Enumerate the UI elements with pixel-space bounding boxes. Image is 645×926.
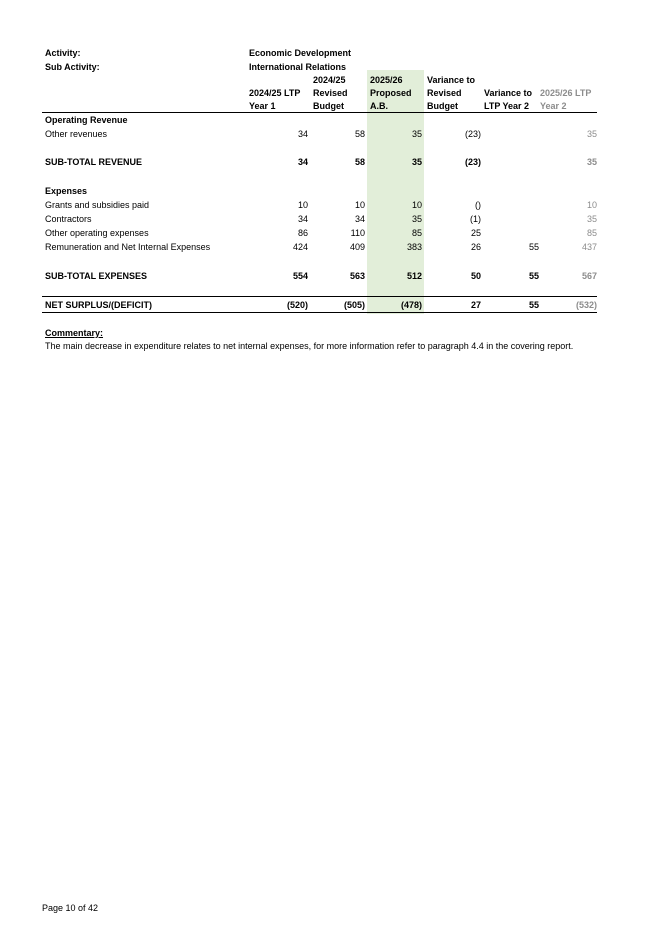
cell-variance-revised: 50	[470, 271, 481, 281]
col-header-line: A.B.	[370, 101, 388, 111]
cell-ltp-year2: 35	[586, 129, 597, 139]
cell-variance-revised: (23)	[464, 129, 481, 139]
col-header-line: LTP Year 2	[484, 101, 530, 111]
row-label: SUB-TOTAL EXPENSES	[45, 271, 148, 281]
col-header-line: Revised	[427, 88, 462, 98]
row-label: Contractors	[45, 214, 92, 224]
cell-proposed-ab: 35	[411, 129, 422, 139]
table-row	[45, 156, 597, 169]
cell-variance-revised: ()	[475, 200, 481, 210]
cell-ltp-year2: 85	[586, 228, 597, 238]
page-number: Page 10 of 42	[42, 903, 99, 913]
net-surplus-bottom-rule	[42, 312, 597, 313]
col-header-variance-revised	[427, 74, 475, 113]
cell-revised-budget: 10	[354, 200, 365, 210]
cell-proposed-ab: 85	[411, 228, 422, 238]
cell-ltp-year1: 34	[297, 157, 308, 167]
col-header-line: Budget	[427, 101, 458, 111]
col-header-line: Variance to	[484, 88, 533, 98]
table-row	[45, 114, 597, 127]
col-header-revised-budget	[313, 74, 348, 113]
row-label: SUB-TOTAL REVENUE	[45, 157, 143, 167]
col-header-ltp-year1	[249, 87, 300, 113]
sub-activity-label: Sub Activity:	[45, 62, 100, 72]
row-label: Operating Revenue	[45, 115, 128, 125]
cell-revised-budget: 409	[349, 242, 365, 252]
table-row	[45, 270, 597, 283]
commentary-text: The main decrease in expenditure relates to net internal expenses, for more information refer to paragraph 4.4 in the covering report.	[45, 341, 574, 351]
cell-revised-budget: 58	[354, 129, 365, 139]
table-row	[45, 199, 597, 212]
cell-ltp-year2: (532)	[575, 300, 597, 310]
row-label: Other operating expenses	[45, 228, 149, 238]
cell-revised-budget: 563	[349, 271, 365, 281]
cell-revised-budget: 34	[354, 214, 365, 224]
table-row	[45, 213, 597, 226]
cell-variance-ltp: 55	[528, 300, 539, 310]
col-header-line: Variance to	[427, 75, 476, 85]
col-header-line: 2025/26 LTP	[540, 88, 592, 98]
table-row	[45, 227, 597, 240]
table-row	[45, 241, 597, 254]
col-header-variance-ltp	[484, 87, 532, 113]
cell-variance-revised: (1)	[470, 214, 481, 224]
cell-proposed-ab: 512	[406, 271, 422, 281]
col-header-line: 2024/25 LTP	[249, 88, 301, 98]
cell-variance-revised: 25	[470, 228, 481, 238]
row-label: Other revenues	[45, 129, 108, 139]
col-header-line: Proposed	[370, 88, 412, 98]
cell-variance-revised: 27	[470, 300, 481, 310]
cell-ltp-year2: 567	[581, 271, 597, 281]
col-header-proposed-ab	[370, 74, 412, 113]
cell-proposed-ab: 383	[406, 242, 422, 252]
cell-ltp-year2: 35	[586, 157, 597, 167]
table-row	[45, 299, 597, 312]
activity-label: Activity:	[45, 48, 81, 58]
row-label: Remuneration and Net Internal Expenses	[45, 242, 211, 252]
cell-ltp-year1: 424	[292, 242, 308, 252]
row-label: NET SURPLUS/(DEFICIT)	[45, 300, 152, 310]
col-header-line: Revised	[313, 88, 348, 98]
row-label: Expenses	[45, 186, 88, 196]
cell-ltp-year1: 554	[292, 271, 308, 281]
cell-ltp-year2: 35	[586, 214, 597, 224]
net-surplus-top-rule	[42, 296, 597, 297]
col-header-line: Year 1	[249, 101, 276, 111]
cell-revised-budget: (505)	[343, 300, 365, 310]
sub-activity-value: International Relations	[249, 62, 347, 72]
cell-proposed-ab: 35	[411, 157, 422, 167]
cell-variance-ltp: 55	[528, 242, 539, 252]
col-header-ltp-year2	[540, 87, 591, 113]
cell-ltp-year1: 34	[297, 214, 308, 224]
cell-proposed-ab: 35	[411, 214, 422, 224]
cell-variance-ltp: 55	[528, 271, 539, 281]
cell-variance-revised: (23)	[464, 157, 481, 167]
cell-ltp-year1: (520)	[286, 300, 308, 310]
activity-value: Economic Development	[249, 48, 352, 58]
commentary-title: Commentary:	[45, 328, 104, 338]
cell-ltp-year1: 10	[297, 200, 308, 210]
cell-ltp-year2: 10	[586, 200, 597, 210]
cell-ltp-year1: 34	[297, 129, 308, 139]
col-header-line: Budget	[313, 101, 344, 111]
cell-proposed-ab: (478)	[400, 300, 422, 310]
cell-revised-budget: 110	[350, 228, 365, 238]
header-rule	[42, 112, 597, 113]
cell-proposed-ab: 10	[411, 200, 422, 210]
cell-revised-budget: 58	[354, 157, 365, 167]
table-row	[45, 185, 597, 198]
col-header-line: 2024/25	[313, 75, 346, 85]
col-header-line: 2025/26	[370, 75, 403, 85]
row-label: Grants and subsidies paid	[45, 200, 150, 210]
table-row	[45, 128, 597, 141]
cell-variance-revised: 26	[470, 242, 481, 252]
col-header-line: Year 2	[540, 101, 567, 111]
cell-ltp-year1: 86	[297, 228, 308, 238]
cell-ltp-year2: 437	[581, 242, 597, 252]
